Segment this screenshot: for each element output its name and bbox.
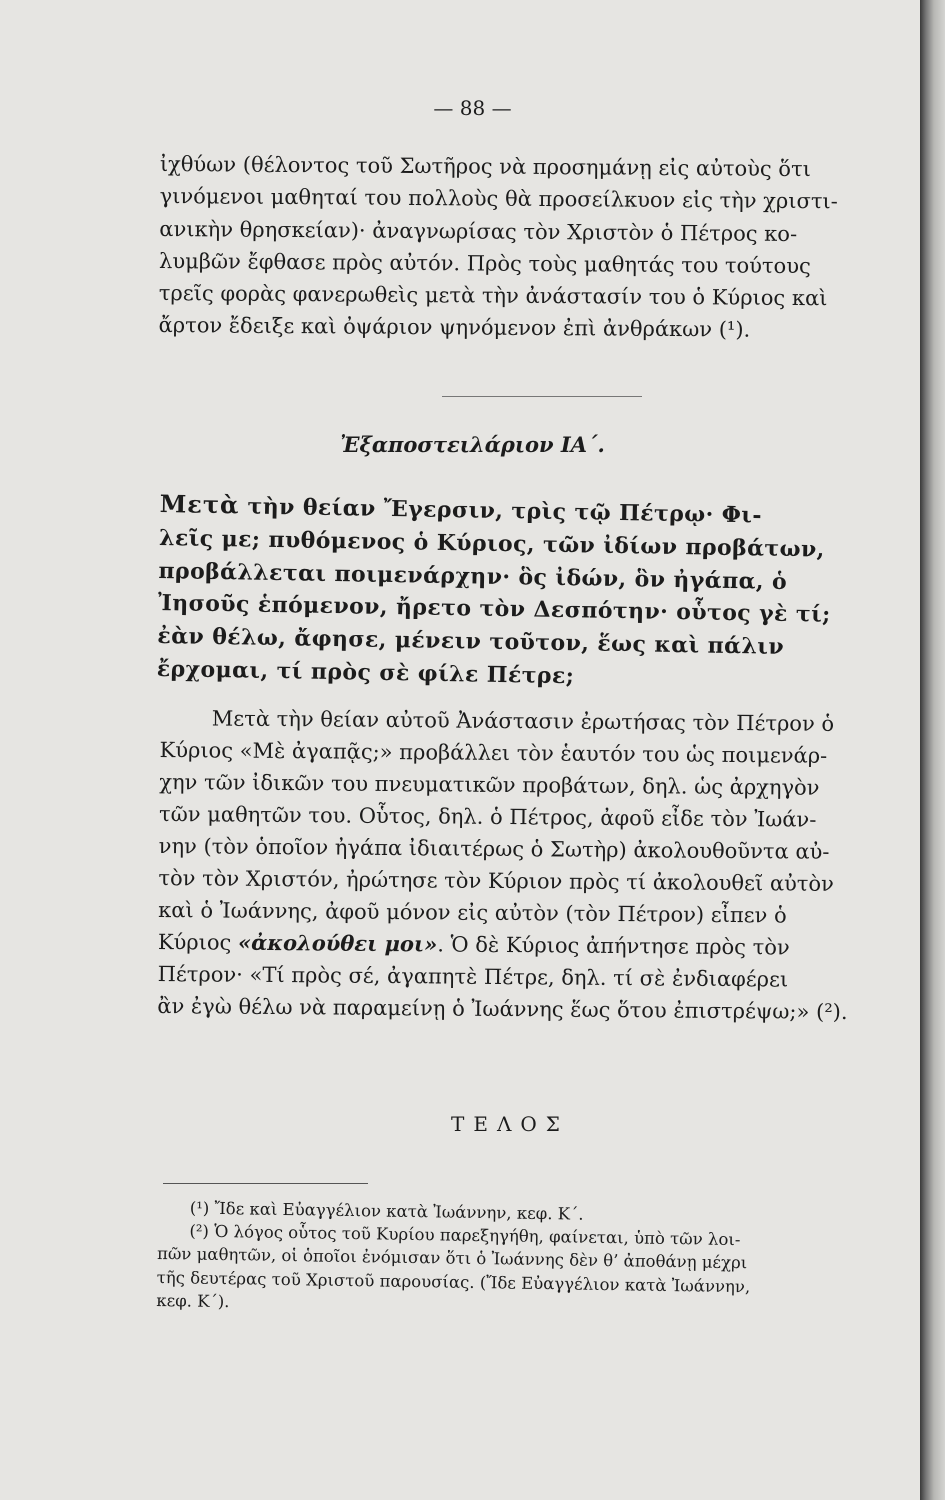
footnote-divider xyxy=(163,1183,368,1184)
bold-quote: «ἀκολούθει μοι» xyxy=(237,929,438,957)
text-line: Πέτρον· «Τί πρὸς σέ, ἀγαπητὲ Πέτρε, δηλ. τί σὲ ἐνδιαφέρει xyxy=(157,961,789,992)
section-divider xyxy=(442,396,642,397)
hymn-first-word: Μετὰ xyxy=(159,488,240,520)
text-line: καὶ ὁ Ἰωάννης, ἀφοῦ μόνον εἰς αὐτὸν (τὸν Πέτρον) εἶπεν ὁ xyxy=(158,897,787,928)
footnote-2-line: κεφ. Κ΄). xyxy=(156,1290,230,1311)
hymn-line: ἐὰν θέλω, ἄφησε, μένειν τοῦτον, ἕως καὶ πάλιν xyxy=(157,623,785,661)
text-line: ἄρτον ἔδειξε καὶ ὀψάριον ψηνόμενον ἐπὶ ἀνθράκων (¹). xyxy=(158,313,751,343)
footnote-2-line: (²) Ὁ λόγος οὗτος τοῦ Κυρίου παρεξηγήθη, φαίνεται, ὑπὸ τῶν λοι- xyxy=(189,1221,741,1250)
text-line: Μετὰ τὴν θείαν αὐτοῦ Ἀνάστασιν ἐρωτήσας τὸν Πέτρον ὁ xyxy=(211,706,835,736)
text-line: γινόμενοι μαθηταί του πολλοὺς θὰ προσείλκυον εἰς τὴν χριστι- xyxy=(159,184,838,214)
hymn-text xyxy=(157,488,920,699)
text-segment: . Ὁ δὲ Κύριος ἀπήντησε πρὸς τὸν xyxy=(437,932,790,960)
text-line: λυμβῶν ἔφθασε πρὸς αὐτόν. Πρὸς τοὺς μαθητάς του τούτους xyxy=(159,248,811,279)
footnotes xyxy=(156,1196,903,1324)
text-line: τρεῖς φορὰς φανερωθεὶς μετὰ τὴν ἀνάστασίν του ὁ Κύριος καὶ xyxy=(158,281,828,311)
text-line: τῶν μαθητῶν του. Οὗτος, δηλ. ὁ Πέτρος, ἀφοῦ εἶδε τὸν Ἰωάν- xyxy=(158,801,817,832)
footnote-1: (¹) Ἴδε καὶ Εὐαγγέλιον κατὰ Ἰωάννην, κεφ. Κ΄. xyxy=(189,1198,584,1224)
hymn-first-line-rest: τὴν θείαν Ἔγερσιν, τρὶς τῷ Πέτρῳ· Φι- xyxy=(239,493,763,529)
text-segment: Κύριος xyxy=(157,929,239,955)
page-binding-shadow xyxy=(920,0,945,1500)
text-line: χην τῶν ἰδικῶν του πνευματικῶν προβάτων, δηλ. ὡς ἀρχηγὸν xyxy=(159,769,820,800)
hymn-line: λεῖς με; πυθόμενος ὁ Κύριος, τῶν ἰδίων προβάτων, xyxy=(158,524,825,563)
text-line: ἂν ἐγὼ θέλω νὰ παραμείνῃ ὁ Ἰωάννης ἕως ὅτου ἐπιστρέψω;» (²). xyxy=(157,993,848,1025)
hymn-line: Ἰησοῦς ἑπόμενον, ἤρετο τὸν Δεσπότην· οὗτος γὲ τί; xyxy=(157,590,831,629)
footnote-2-line: τῆς δευτέρας τοῦ Χριστοῦ παρουσίας. (Ἴδε Εὐαγγέλιον κατὰ Ἰωάννην, xyxy=(156,1267,751,1296)
text-line: ἰχθύων (θέλοντος τοῦ Σωτῆρος νὰ προσημάνῃ εἰς αὐτοὺς ὅτι xyxy=(159,151,811,182)
text-line: νην (τὸν ὁποῖον ἠγάπα ἰδιαιτέρως ὁ Σωτὴρ) ἀκολουθοῦντα αὐ- xyxy=(158,833,830,864)
telos-heading: ΤΕΛΟΣ xyxy=(451,1112,569,1136)
section-title: Ἐξαποστειλάριον ΙΑ΄. xyxy=(340,432,605,457)
text-line: τὸν τὸν Χριστόν, ἠρώτησε τὸν Κύριον πρὸς τί ἀκολουθεῖ αὐτὸν xyxy=(158,865,834,896)
page-number: — 88 — xyxy=(433,96,512,120)
text-line: Κύριος «Μὲ ἀγαπᾷς;» προβάλλει τὸν ἑαυτόν του ὡς ποιμενάρ- xyxy=(159,737,828,768)
hymn-line: προβάλλεται ποιμενάρχην· ὃς ἰδών, ὃν ἠγάπα, ὁ xyxy=(158,557,788,595)
footnote-2-line: πῶν μαθητῶν, οἱ ὁποῖοι ἐνόμισαν ὅτι ὁ Ἰωάννης δὲν θ’ ἀποθάνῃ μέχρι xyxy=(156,1244,748,1273)
hymn-line: ἔρχομαι, τί πρὸς σὲ φίλε Πέτρε; xyxy=(156,655,575,690)
text-line: ανικὴν θρησκείαν)· ἀναγνωρίσας τὸν Χριστὸν ὁ Πέτρος κο- xyxy=(159,216,798,246)
paragraph-ichthyon xyxy=(158,148,899,348)
paragraph-commentary xyxy=(157,702,900,1028)
